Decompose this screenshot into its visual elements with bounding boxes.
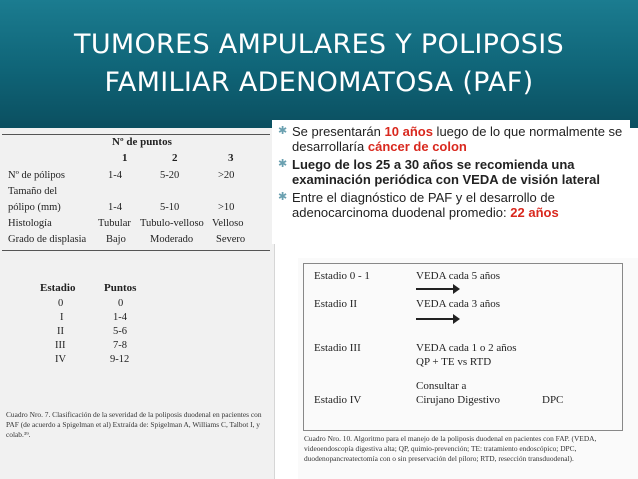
text-span: Se presentarán bbox=[292, 124, 385, 139]
cell: 1-4 bbox=[108, 170, 122, 181]
stage: 0 bbox=[58, 298, 64, 309]
action-label: Consultar a bbox=[416, 380, 467, 392]
action-label: VEDA cada 3 años bbox=[416, 298, 501, 310]
highlight-years: 10 años bbox=[384, 124, 433, 139]
stage-points: 0 bbox=[118, 298, 124, 309]
bullet-item bbox=[278, 157, 624, 187]
row-label: pólipo (mm) bbox=[8, 202, 61, 213]
table-rule bbox=[2, 134, 270, 135]
cell: Tubular bbox=[98, 218, 131, 229]
row-label: Nº de pólipos bbox=[8, 170, 65, 181]
cell: 5-10 bbox=[160, 202, 180, 213]
action-detail: DPC bbox=[542, 394, 564, 406]
row-label: Histología bbox=[8, 218, 52, 229]
points-header: Nº de puntos bbox=[112, 136, 172, 148]
text-span: luego de lo que normalmente se desarrollaría bbox=[292, 124, 623, 154]
asterisk-bullet-icon: ✱ bbox=[278, 125, 288, 137]
bullet-text bbox=[292, 124, 624, 154]
bullet-item bbox=[278, 124, 624, 154]
cell: 1-4 bbox=[108, 202, 122, 213]
stage-points: 7-8 bbox=[113, 340, 127, 351]
management-algorithm-image bbox=[298, 258, 638, 479]
stage: III bbox=[55, 340, 66, 351]
bullet-list bbox=[272, 120, 630, 244]
col-3: 3 bbox=[228, 152, 234, 164]
action-detail: Cirujano Digestivo bbox=[416, 394, 501, 406]
stage-label: Estadio III bbox=[314, 342, 361, 354]
stage-header: Estadio bbox=[40, 282, 76, 294]
table-rule bbox=[2, 250, 270, 251]
stage-points: 5-6 bbox=[113, 326, 127, 337]
bullet-text: Luego de los 25 a 30 años se recomienda una examinación periódica con VEDA de visión lateral bbox=[292, 157, 601, 187]
stage-label: Estadio IV bbox=[314, 394, 362, 406]
highlight-years: 22 años bbox=[510, 205, 559, 220]
cell: 5-20 bbox=[160, 170, 180, 181]
arrow-icon bbox=[416, 318, 454, 320]
spigelman-table-image bbox=[0, 128, 275, 479]
cell: >10 bbox=[218, 202, 235, 213]
points-col-header: Puntos bbox=[104, 282, 137, 294]
cell: Severo bbox=[216, 234, 246, 245]
action-label: VEDA cada 5 años bbox=[416, 270, 501, 282]
stage: I bbox=[60, 312, 64, 323]
text-span: Entre el diagnóstico de PAF y el desarrollo de adenocarcinoma duodenal promedio: bbox=[292, 190, 555, 220]
stage-label: Estadio II bbox=[314, 298, 358, 310]
slide-title bbox=[0, 0, 638, 128]
asterisk-bullet-icon: ✱ bbox=[278, 191, 288, 203]
action-label: VEDA cada 1 o 2 años bbox=[416, 342, 517, 354]
cell: Bajo bbox=[106, 234, 126, 245]
col-1: 1 bbox=[122, 152, 128, 164]
asterisk-bullet-icon: ✱ bbox=[278, 158, 288, 170]
algorithm-frame bbox=[303, 263, 623, 431]
row-label: Tamaño del bbox=[8, 186, 58, 197]
stage: IV bbox=[55, 354, 67, 365]
title-line-2: FAMILIAR ADENOMATOSA (PAF) bbox=[104, 67, 534, 98]
stage-points: 1-4 bbox=[113, 312, 127, 323]
arrow-icon bbox=[416, 288, 454, 290]
bullet-text bbox=[292, 190, 624, 220]
cell: Tubulo-velloso bbox=[140, 218, 204, 229]
stage: II bbox=[57, 326, 64, 337]
stage-label: Estadio 0 - 1 bbox=[314, 270, 370, 282]
title-line-1: TUMORES AMPULARES Y POLIPOSIS bbox=[74, 29, 564, 60]
cell: Velloso bbox=[212, 218, 244, 229]
bullet-item bbox=[278, 190, 624, 220]
action-detail: QP + TE vs RTD bbox=[416, 356, 492, 368]
algorithm-caption: Cuadro Nro. 10. Algoritmo para el manejo de la poliposis duodenal en pacientes con FAP. (VEDA, videoendoscopía digestiva alta; QP, quimio-prevención; TE: tratamiento endoscópico; DPC, duodenopancreatectomía con o sin preservación del píloro; RTD, resección transduodenal). bbox=[304, 434, 597, 463]
table-caption: Cuadro Nro. 7. Clasificación de la severidad de la poliposis duodenal en pacientes con PAF (de acuerdo a Spigelman et al) Extraída de: Spigelman A, Williams C, Talbot I, y colab.³⁹. bbox=[6, 410, 262, 439]
highlight-colon-cancer: cáncer de colon bbox=[367, 139, 467, 154]
row-label: Grado de displasia bbox=[8, 234, 87, 245]
cell: Moderado bbox=[150, 234, 194, 245]
cell: >20 bbox=[218, 170, 235, 181]
stage-points: 9-12 bbox=[110, 354, 130, 365]
col-2: 2 bbox=[172, 152, 178, 164]
